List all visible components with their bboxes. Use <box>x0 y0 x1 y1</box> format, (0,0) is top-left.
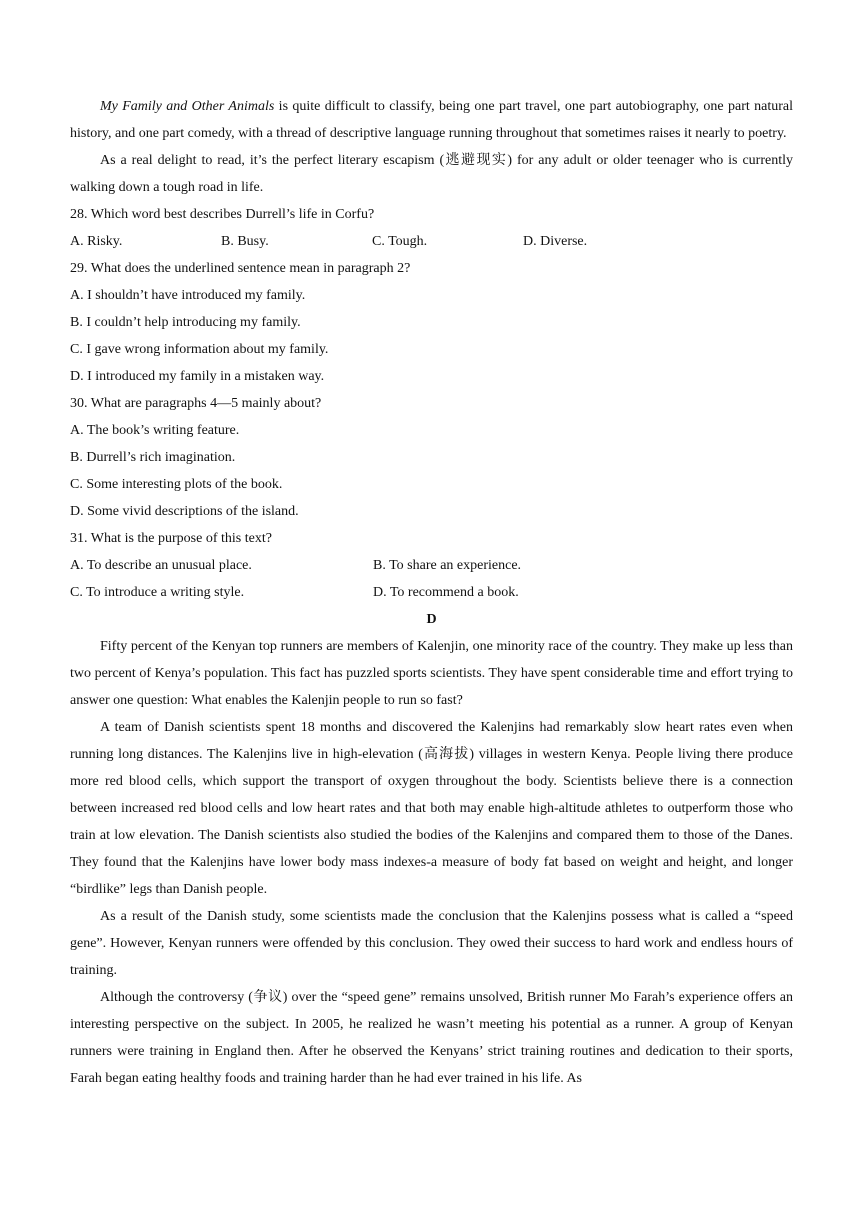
option-a: A. To describe an unusual place. <box>70 558 252 573</box>
paragraph-text: is quite difficult to classify, being one part travel, one part autobiography, one part natural history, and one part comedy, with a thread of descriptive language running throughout that sometimes raises it nearly to poetry. <box>70 99 793 141</box>
passage-paragraph: Although the controversy (争议) over the “speed gene” remains unsolved, British runner Mo Farah’s experience offers an interesting perspective on the subject. In 2005, he realized he wasn’t meeting his potential as a runner. A group of Kenyan runners were training in England then. After he observed the Kenyans’ strict training routines and dedication to their sports, Farah began eating healthy foods and training harder than he had ever trained in his life. As <box>70 990 793 1086</box>
option-c: C. Some interesting plots of the book. <box>70 477 283 492</box>
option-d: D. To recommend a book. <box>373 585 519 600</box>
option-a: A. The book’s writing feature. <box>70 423 240 438</box>
option-b: B. Durrell’s rich imagination. <box>70 450 236 465</box>
passage-paragraph: As a real delight to read, it’s the perfect literary escapism (逃避现实) for any adult or older teenager who is currently walking down a tough road in life. <box>70 153 793 195</box>
option-a: A. Risky. <box>70 234 123 249</box>
passage-paragraph: As a result of the Danish study, some scientists made the conclusion that the Kalenjins possess what is called a “speed gene”. However, Kenyan runners were offended by this conclusion. They owed their success to hard work and endless hours of training. <box>70 909 793 978</box>
passage-paragraph: A team of Danish scientists spent 18 months and discovered the Kalenjins had remarkably slow heart rates even when running long distances. The Kalenjins live in high-elevation (高海拔) villages in western Kenya. People living there produce more red blood cells, which support the transport of oxygen throughout the body. Scientists believe there is a connection between increased red blood cells and low heart rates and that both may enable high-altitude athletes to outperform those who train at low elevation. The Danish scientists also studied the bodies of the Kalenjins and compared them to those of the Danes. They found that the Kalenjins have lower body mass indexes-a measure of body fat based on weight and height, and longer “birdlike” legs than Danish people. <box>70 720 793 897</box>
document-page <box>70 93 793 1092</box>
question-stem: 31. What is the purpose of this text? <box>70 531 272 546</box>
passage-paragraph: Fifty percent of the Kenyan top runners are members of Kalenjin, one minority race of the country. They make up less than two percent of Kenya’s population. This fact has puzzled sports scientists. They have spent considerable time and effort trying to answer one question: What enables the Kalenjin people to run so fast? <box>70 639 793 708</box>
option-b: B. To share an experience. <box>373 558 522 573</box>
book-title: My Family and Other Animals <box>100 99 275 114</box>
section-heading: D <box>426 612 437 627</box>
option-c: C. To introduce a writing style. <box>70 585 245 600</box>
option-a: A. I shouldn’t have introduced my family. <box>70 288 306 303</box>
option-b: B. Busy. <box>221 234 269 249</box>
option-b: B. I couldn’t help introducing my family. <box>70 315 301 330</box>
question-stem: 28. Which word best describes Durrell’s life in Corfu? <box>70 207 375 222</box>
question-options <box>70 228 793 255</box>
question-stem: 30. What are paragraphs 4—5 mainly about? <box>70 396 322 411</box>
question-stem: 29. What does the underlined sentence mean in paragraph 2? <box>70 261 411 276</box>
option-c: C. I gave wrong information about my family. <box>70 342 329 357</box>
question-options <box>70 552 793 579</box>
passage-paragraph <box>70 93 793 147</box>
option-d: D. I introduced my family in a mistaken way. <box>70 369 325 384</box>
question-options <box>70 579 793 606</box>
option-d: D. Some vivid descriptions of the island. <box>70 504 299 519</box>
option-c: C. Tough. <box>372 234 428 249</box>
option-d: D. Diverse. <box>523 234 588 249</box>
